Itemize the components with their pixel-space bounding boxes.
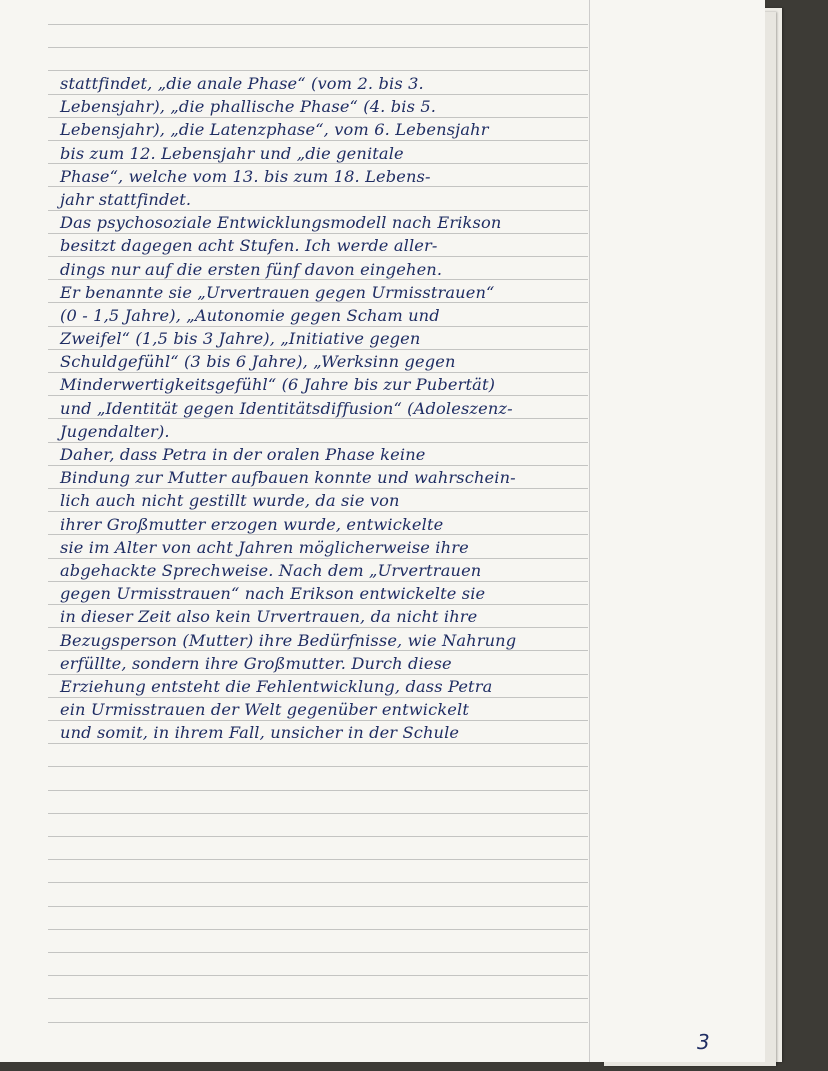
- ruled-line: [48, 906, 588, 907]
- text-line: stattfindet, „die anale Phase“ (vom 2. bis 3.: [60, 74, 424, 93]
- handwritten-text: [60, 72, 590, 744]
- text-line: in dieser Zeit also kein Urvertrauen, da nicht ihre: [60, 607, 478, 627]
- ruled-line: [48, 952, 588, 953]
- text-line: gegen Urmisstrauen“ nach Erikson entwickelte sie: [60, 584, 486, 604]
- ruled-line: [48, 47, 588, 48]
- text-line: erfüllte, sondern ihre Großmutter. Durch diese: [60, 653, 452, 673]
- ruled-line: [48, 790, 588, 791]
- text-line: Lebensjahr), „die Latenzphase“, vom 6. Lebensjahr: [60, 120, 489, 140]
- ruled-line: [48, 1022, 588, 1023]
- text-line: Bezugsperson (Mutter) ihre Bedürfnisse, wie Nahrung: [60, 630, 517, 650]
- ruled-line: [48, 929, 588, 930]
- text-line: Er benannte sie „Urvertrauen gegen Urmisstrauen“: [60, 282, 495, 302]
- text-line: dings nur auf die ersten fünf davon eingehen.: [60, 259, 443, 279]
- text-line: besitzt dagegen acht Stufen. Ich werde aller-: [60, 236, 438, 256]
- text-line: Jugendalter).: [60, 421, 170, 441]
- text-line: sie im Alter von acht Jahren möglicherweise ihre: [60, 537, 469, 557]
- ruled-line: [48, 836, 588, 837]
- ruled-line: [48, 813, 588, 814]
- ruled-line: [48, 998, 588, 999]
- text-line: jahr stattfindet.: [60, 189, 192, 209]
- text-line: (0 - 1,5 Jahre), „Autonomie gegen Scham und: [60, 305, 440, 325]
- text-line: Zweifel“ (1,5 bis 3 Jahre), „Initiative gegen: [60, 329, 421, 349]
- text-line: Minderwertigkeitsgefühl“ (6 Jahre bis zur Pubertät): [60, 375, 496, 395]
- text-line: und „Identität gegen Identitätsdiffusion“ (Adoleszenz-: [60, 398, 513, 418]
- text-line: Schuldgefühl“ (3 bis 6 Jahre), „Werksinn gegen: [60, 352, 456, 372]
- ruled-line: [48, 882, 588, 883]
- text-line: Erziehung entsteht die Fehlentwicklung, dass Petra: [60, 676, 493, 696]
- text-line: und somit, in ihrem Fall, unsicher in der Schule: [60, 723, 460, 743]
- text-line: Lebensjahr), „die phallische Phase“ (4. bis 5.: [60, 97, 437, 117]
- text-line: Phase“, welche vom 13. bis zum 18. Lebens-: [60, 166, 431, 186]
- ruled-line: [48, 975, 588, 976]
- text-line: ein Urmisstrauen der Welt gegenüber entwickelt: [60, 700, 470, 720]
- ruled-line: [48, 24, 588, 25]
- text-line: abgehackte Sprechweise. Nach dem „Urvertrauen: [60, 560, 482, 580]
- page-number: 3: [697, 1030, 710, 1054]
- text-line: Daher, dass Petra in der oralen Phase keine: [60, 445, 426, 464]
- text-line: Das psychosoziale Entwicklungsmodell nach Erikson: [60, 213, 502, 233]
- text-line: ihrer Großmutter erzogen wurde, entwickelte: [60, 514, 444, 534]
- ruled-line: [48, 766, 588, 767]
- text-line: Bindung zur Mutter aufbauen konnte und wahrschein-: [60, 468, 516, 488]
- text-line: bis zum 12. Lebensjahr und „die genitale: [60, 143, 404, 163]
- text-line: lich auch nicht gestillt wurde, da sie von: [60, 491, 400, 511]
- ruled-line: [48, 859, 588, 860]
